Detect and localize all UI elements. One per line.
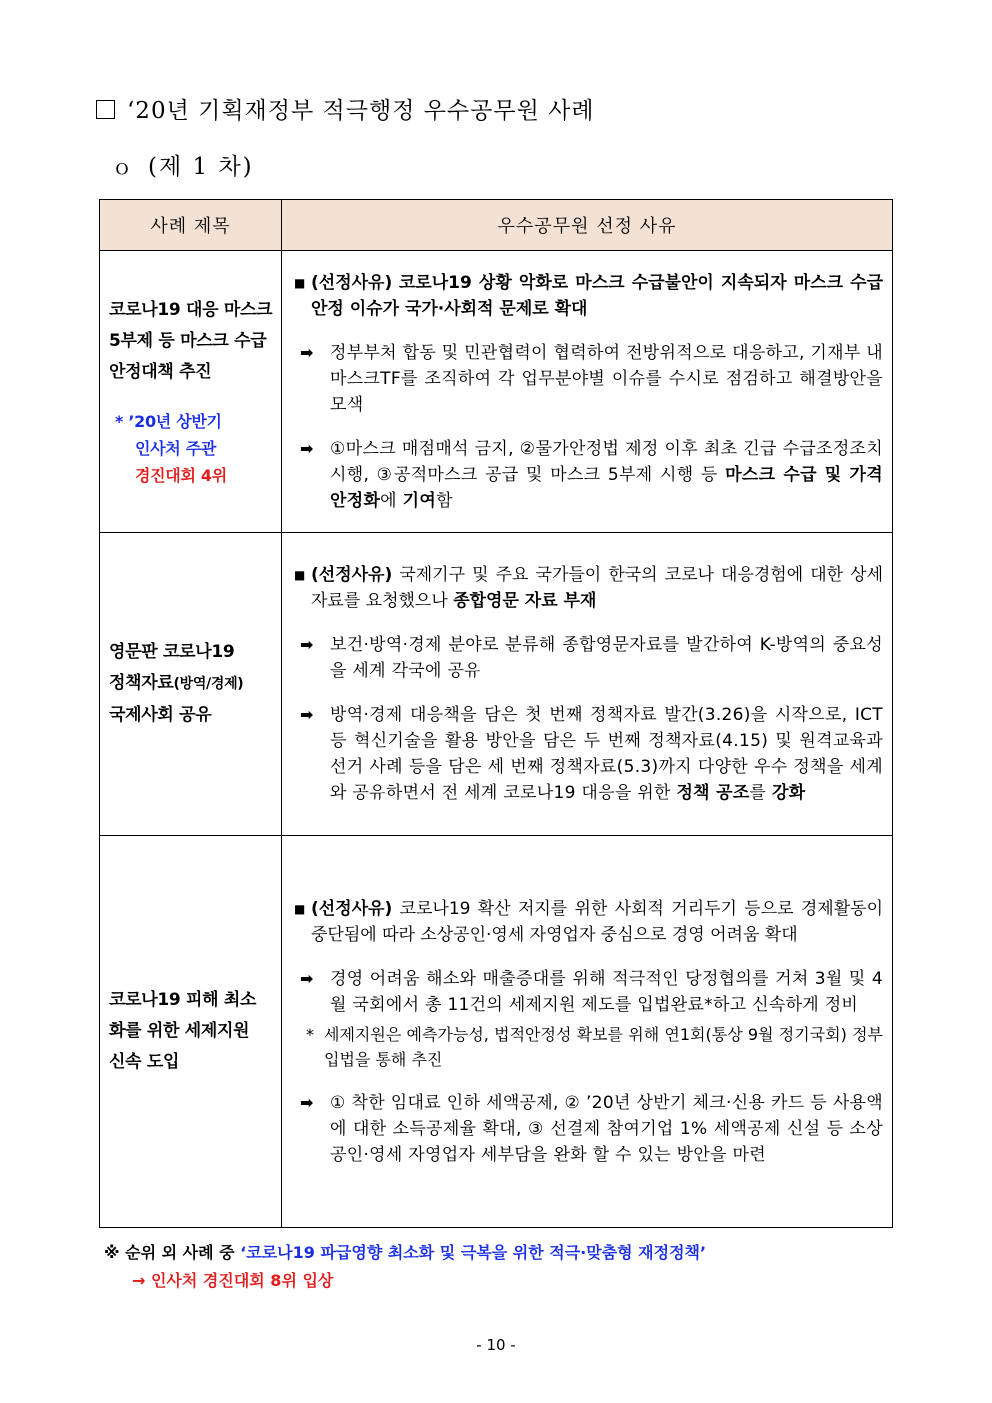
- item-text: ① 착한 임대료 인하 세액공제, ② ’20년 상반기 체크·신용 카드 등 사용액에 대한 소득공제율 확대, ③ 선결제 참여기업 1% 세액공제 신설 등 소상공인·영세 자영업자 세부담을 완화 할 수 있는 방안을 마련: [330, 1092, 883, 1165]
- award-note: [109, 408, 273, 489]
- arrow-icon: ➡: [300, 438, 314, 458]
- heading-text: ‘20년 기획재정부 적극행정 우수공무원 사례: [127, 98, 595, 124]
- item-text: 보건·방역·경제 분야로 분류해 종합영문자료를 발간하여 K-방역의 중요성을 세계 각국에 공유: [330, 635, 883, 681]
- reason-cell: [282, 836, 893, 1228]
- reason-tag: (선정사유): [311, 898, 393, 919]
- arrow-icon: ➡: [300, 635, 314, 654]
- case-title-line: 신속 도입: [109, 1052, 180, 1072]
- page-number: - 10 -: [476, 1336, 516, 1354]
- case-title-line: 코로나19 대응 마스크: [109, 299, 273, 320]
- item-bold-text: 마스크 수급 및 가격 안정화: [330, 464, 883, 511]
- table-row: [100, 533, 893, 836]
- asterisk-mark: *: [306, 1024, 314, 1044]
- list-item: [294, 632, 883, 684]
- item-bold-text: 정책 공조: [676, 783, 750, 803]
- column-header-title: 사례 제목: [100, 200, 282, 251]
- square-bullet-icon: ■: [294, 568, 306, 582]
- bullet-icon: ｏ: [112, 155, 134, 179]
- list-item: [294, 702, 883, 806]
- list-item: [294, 966, 883, 1018]
- reference-mark: ※: [104, 1243, 120, 1262]
- case-title-line: 코로나19 피해 최소: [109, 990, 257, 1010]
- item-text: 에: [380, 490, 403, 511]
- reason-text: 코로나19 상황 악화로 마스크 수급불안이 지속되자 마스크 수급안정 이슈가 국가·사회적 문제로 확대: [311, 272, 883, 319]
- bottom-footnote: [104, 1239, 706, 1295]
- case-title-line: 국제사회 공유: [109, 705, 212, 725]
- reason-bold-text: 종합영문 자료 부재: [453, 591, 597, 611]
- checkbox-square-icon: [96, 100, 115, 119]
- case-title-line: [109, 668, 273, 700]
- arrow-icon: ➡: [300, 1092, 314, 1112]
- award-rank: 경진대회 4위: [135, 465, 227, 485]
- footnote-case: ‘코로나19 파급영향 최소화 및 극복을 위한 적극·맞춤형 재정정책’: [240, 1243, 707, 1262]
- subheading: [112, 148, 254, 181]
- footnote-line: [104, 1239, 706, 1267]
- case-title-cell: [100, 251, 282, 533]
- arrow-icon: ➡: [300, 968, 314, 988]
- item-bold-text: 기여: [402, 490, 437, 511]
- column-header-reason: 우수공무원 선정 사유: [282, 200, 893, 251]
- case-title-line: 영문판 코로나19: [109, 642, 235, 662]
- case-title-part: 정책자료: [109, 673, 174, 693]
- item-text: 를: [749, 783, 772, 803]
- case-title-cell: [100, 836, 282, 1228]
- case-title-line: 5부제 등 마스크 수급: [109, 330, 267, 351]
- page-heading: [96, 92, 595, 125]
- reason-text: 코로나19 확산 저지를 위한 사회적 거리두기 등으로 경제활동이 중단됨에 따라 소상공인·영세 자영업자 중심으로 경영 어려움 확대: [311, 898, 883, 945]
- note-text: 세제지원은 예측가능성, 법적안정성 확보를 위해 연1회(통상 9월 정기국회) 정부입법을 통해 추진: [324, 1024, 883, 1069]
- arrow-icon: ➡: [300, 342, 314, 362]
- reason-text: 국제기구 및 주요 국가들이 한국의 코로나 대응경험에 대한 상세자료를 요청했으나: [311, 565, 884, 611]
- reason-cell: [282, 533, 893, 836]
- case-title-cell: [100, 533, 282, 836]
- footnote-result: → 인사처 경진대회 8위 입상: [132, 1271, 334, 1290]
- list-item: [294, 1090, 883, 1168]
- footnote-prefix: 순위 외 사례 중: [125, 1243, 235, 1262]
- table-row: [100, 836, 893, 1228]
- list-item: [294, 340, 883, 418]
- cases-table: [99, 199, 893, 1228]
- item-bold-text: 강화: [771, 783, 806, 803]
- selection-reason: [294, 562, 883, 614]
- selection-reason: [294, 896, 883, 948]
- item-text: ①마스크 매점매석 금지, ②물가안정법 제정 이후 최초 긴급 수급조정조치 시행, ③공적마스크 공급 및 마스크 5부제 시행 등: [330, 438, 883, 485]
- subheading-text: (제 1 차): [148, 154, 254, 180]
- case-title-line: 안정대책 추진: [109, 361, 212, 382]
- case-title-part: (방역/경제): [173, 676, 244, 692]
- item-text: 함: [436, 490, 453, 511]
- table-row: [100, 251, 893, 533]
- reason-tag: (선정사유): [311, 565, 393, 585]
- arrow-icon: ➡: [300, 705, 314, 724]
- item-text: 방역·경제 대응책을 담은 첫 번째 정책자료 발간(3.26)을 시작으로, ICT 등 혁신기술을 활용 방안을 담은 두 번째 정책자료(4.15) 및 원격교육과 선거 사례 등을 담은 세 번째 정책자료(5.3)까지 다양한 우수 정책을 세계와 공유하면서 전 세계 코로나19 대응을 위한: [330, 705, 883, 803]
- case-title-line: 화를 위한 세제지원: [109, 1021, 250, 1041]
- award-line: * ’20년 상반기: [115, 411, 222, 431]
- item-text: 경영 어려움 해소와 매출증대를 위해 적극적인 당정협의를 거쳐 3월 및 4월 국회에서 총 11건의 세제지원 제도를 입법완료*하고 신속하게 정비: [330, 968, 883, 1015]
- footnote-note: [294, 1022, 883, 1072]
- award-line: 인사처 주관: [135, 438, 217, 458]
- list-item: [294, 436, 883, 514]
- reason-tag: (선정사유): [311, 272, 393, 293]
- selection-reason: [294, 270, 883, 322]
- item-text: 정부부처 합동 및 민관협력이 협력하여 전방위적으로 대응하고, 기재부 내 마스크TF를 조직하여 각 업무분야별 이슈를 수시로 점검하고 해결방안을 모색: [330, 342, 883, 415]
- square-bullet-icon: ■: [294, 901, 306, 916]
- table-header-row: [100, 200, 893, 251]
- square-bullet-icon: ■: [294, 275, 306, 290]
- reason-cell: [282, 251, 893, 533]
